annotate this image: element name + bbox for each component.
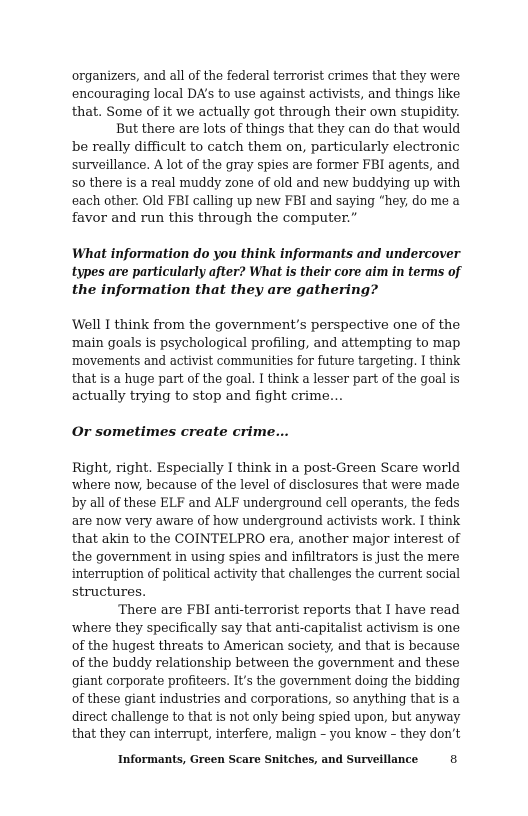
- text-line: where they specifically say that anti-capitalist activism is one: [72, 620, 461, 636]
- text-line: be really difficult to catch them on, particularly electronic: [72, 140, 460, 156]
- text-line: of the buddy relationship between the government and these: [72, 656, 460, 672]
- text-line: actually trying to stop and fight crime…: [72, 389, 344, 405]
- text-line: the information that they are gathering?: [72, 281, 378, 298]
- text-line: that. Some of it we actually got through their own stupidity.: [72, 104, 460, 120]
- page-number: 8: [450, 752, 458, 766]
- text-line: that akin to the COINTELPRO era, another major interest of: [72, 531, 460, 547]
- text-line: encouraging local DA’s to use against activists, and things like: [72, 86, 461, 102]
- text-line: giant corporate profiteers. It’s the government doing the bidding: [72, 674, 460, 690]
- text-line: interruption of political activity that challenges the current social: [72, 567, 460, 583]
- text-line: types are particularly after? What is their core aim in terms of: [72, 263, 461, 280]
- paragraph-gap: [72, 228, 460, 246]
- document-page: [72, 68, 460, 744]
- paragraph: [72, 317, 460, 406]
- text-line: by all of these ELF and ALF underground cell operants, the feds: [72, 496, 460, 512]
- paragraph: [72, 68, 460, 121]
- paragraph-gap: [72, 299, 460, 317]
- running-title: Informants, Green Scare Snitches, and Surveillance: [118, 752, 419, 766]
- text-line: There are FBI anti-terrorist reports that I have read: [118, 602, 460, 618]
- text-line: But there are lots of things that they can do that would: [116, 122, 461, 138]
- text-line: Or sometimes create crime…: [72, 423, 289, 440]
- text-line: surveillance. A lot of the gray spies are former FBI agents, and: [72, 157, 460, 173]
- text-line: that they can interrupt, interfere, malign – you know – they don’t: [72, 727, 461, 743]
- text-line: where now, because of the level of disclosures that were made: [72, 478, 460, 494]
- text-line: that is a huge part of the goal. I think a lesser part of the goal is: [72, 371, 460, 387]
- interview-question: [72, 246, 460, 299]
- interview-question: [72, 424, 460, 442]
- text-line: so there is a real muddy zone of old and new buddying up with: [72, 175, 461, 191]
- text-line: What information do you think informants and undercover: [72, 245, 460, 262]
- paragraph: [72, 602, 460, 744]
- paragraph: [72, 121, 460, 228]
- text-line: Right, right. Especially I think in a post-Green Scare world: [72, 460, 461, 476]
- text-line: favor and run this through the computer.”: [72, 211, 358, 227]
- paragraph-gap: [72, 442, 460, 460]
- text-line: of these giant industries and corporations, so anything that is a: [72, 691, 460, 707]
- text-line: the government in using spies and infiltrators is just the mere: [72, 549, 460, 565]
- text-line: each other. Old FBI calling up new FBI and saying “hey, do me a: [72, 193, 460, 209]
- text-line: of the hugest threats to American society, and that is because: [72, 638, 460, 654]
- text-line: are now very aware of how underground activists work. I think: [72, 513, 461, 529]
- text-line: direct challenge to that is not only being spied upon, but anyway: [72, 709, 461, 725]
- paragraph-gap: [72, 406, 460, 424]
- paragraph: [72, 460, 460, 602]
- text-line: structures.: [72, 585, 147, 601]
- page-footer: [0, 751, 528, 769]
- text-line: organizers, and all of the federal terrorist crimes that they were: [72, 69, 461, 84]
- text-line: main goals is psychological profiling, and attempting to map: [72, 335, 461, 351]
- text-line: Well I think from the government’s perspective one of the: [72, 318, 461, 334]
- text-line: movements and activist communities for future targeting. I think: [72, 353, 461, 369]
